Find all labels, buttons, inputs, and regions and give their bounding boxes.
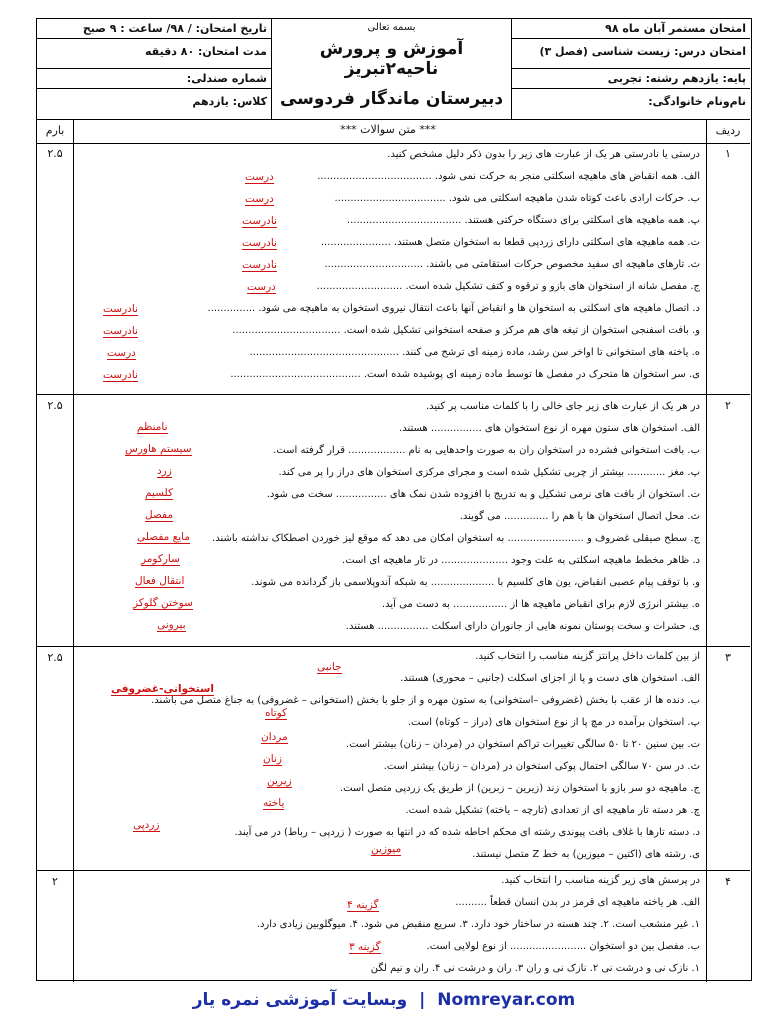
answer: سیستم هاورس (125, 443, 192, 455)
question-score: ۲.۵ (47, 399, 63, 412)
answer: نادرست (103, 369, 138, 381)
question-line: د. اتصال ماهیچه های اسکلتی به استخوان ها و انقباض آنها باعث انتقال نیروی استخوان به ماهیچه می شود. ............... (207, 303, 700, 314)
answer: انتقال فعال (135, 575, 185, 587)
answer: زیرین (267, 775, 292, 787)
question-line: ی. رشته های (اکتین – میوزین) به خط Z متصل نیستند. (472, 849, 700, 860)
answer: درست (247, 281, 276, 293)
answer: نادرست (242, 237, 277, 249)
answer: زردپی (133, 819, 160, 831)
question-score: ۲.۵ (47, 147, 63, 160)
footer-label: وبسایت آموزشی نمره یار (192, 990, 408, 1010)
question-line: ت. بین سنین ۲۰ تا ۵۰ سالگی تغییرات تراکم استخوان در (مردان – زنان) بیشتر است. (345, 739, 700, 750)
question-number: ۴ (725, 875, 731, 888)
question-line: ت. استخوان از بافت های نرمی تشکیل و به تدریج با افزوده شدن نمک های ................ سخت می شود. (266, 489, 700, 500)
answer: جانبی (317, 661, 342, 673)
question-score: ۲ (52, 875, 58, 888)
question-line: ب. دنده ها از عقب با بخش (غضروفی –استخوانی) به ستون مهره و از جلو با بخش (استخوانی – غضروفی) به جناغ متصل می باشند. (151, 695, 700, 706)
question-line: ب. مفصل بین دو استخوان ........................ از نوع لولایی است. (426, 941, 700, 952)
question-1 (37, 143, 750, 395)
question-line: ه. یاخته های استخوانی تا اواخر سن رشد، ماده زمینه ای ترشح می کنند. ............................................... (249, 347, 700, 358)
question-line: ی. حشرات و سخت پوستان نمونه هایی از جانوران دارای اسکلت ................ هستند. (345, 621, 700, 632)
question-line: و. با توقف پیام عصبی انقباض، یون های کلسیم با .................... به شبکه آندوپلاسمی باز گردانده می شوند. (251, 577, 700, 588)
question-line: الف. استخوان های ستون مهره از نوع استخوان های ................ هستند. (399, 423, 700, 434)
answer: مایع مفصلی (137, 531, 190, 543)
answer: مردان (261, 731, 288, 743)
site-footer (0, 990, 768, 1010)
question-line: الف. استخوان های دست و پا از اجزای اسکلت (جانبی – محوری) هستند. (400, 673, 700, 684)
answer: گزینه ۴ (347, 899, 379, 911)
question-line: پ. استخوان برآمده در مچ پا از نوع استخوان های (دراز – کوتاه) است. (407, 717, 700, 728)
question-line: ث. در سن ۷۰ سالگی احتمال پوکی استخوان در (مردان – زنان) بیشتر است. (383, 761, 700, 772)
grade-field: پایه: یازدهم رشته: تجربی (512, 69, 750, 89)
question-line: و. بافت اسفنجی استخوان از تیغه های هم مرکز و صفحه استخوانی تشکیل شده است. .................................. (232, 325, 700, 336)
question-number: ۳ (725, 651, 731, 664)
question-line: ب. حرکات ارادی باعث کوتاه شدن ماهیچه اسکلتی می شود. ................................... (334, 193, 700, 204)
header-score: بارم (45, 124, 65, 137)
answer: نادرست (242, 215, 277, 227)
question-3 (37, 647, 750, 871)
answer: کلسیم (145, 487, 173, 499)
header-center-box (272, 19, 512, 119)
question-prompt: در پرسش های زیر گزینه مناسب را انتخاب کنید. (501, 875, 700, 886)
seat-number: شماره صندلی: (37, 69, 271, 89)
question-line: پ. همه ماهیچه های اسکلتی برای دستگاه حرکتی هستند. .................................... (346, 215, 700, 226)
question-prompt: از بین کلمات داخل پرانتز گزینه مناسب را انتخاب کنید. (475, 651, 700, 662)
student-name-field: نام‌ونام خانوادگی: (648, 95, 746, 108)
answer: استخوانی-غضروفی (111, 683, 214, 695)
basm-text: بسمه تعالی (367, 22, 416, 33)
exam-date: تاریخ امتحان: / ۹۸/ ساعت : ۹ صبح (37, 19, 271, 39)
answer: درست (245, 193, 274, 205)
header-right-box (512, 19, 750, 119)
question-line: چ. هر دسته تار ماهیچه ای از تعدادی (تارچه – یاخته) تشکیل شده است. (405, 805, 700, 816)
question-score: ۲.۵ (47, 651, 63, 664)
question-line: ث. محل اتصال استخوان ها با هم را .............. می گویند. (459, 511, 700, 522)
answer: نادرست (103, 303, 138, 315)
exam-title: امتحان مستمر آبان ماه ۹۸ (512, 19, 750, 39)
header-question-text: *** متن سوالات *** (340, 123, 436, 136)
footer-site[interactable]: Nomreyar.com (437, 990, 576, 1010)
answer: کوتاه (265, 707, 288, 719)
question-line: ث. تارهای ماهیچه ای سفید مخصوص حرکات استقامتی می باشند. ............................... (324, 259, 700, 270)
answer: درست (245, 171, 274, 183)
answer: یاخته (263, 797, 285, 809)
table-header (37, 119, 750, 144)
question-2 (37, 395, 750, 647)
answer: گزینه ۳ (349, 941, 381, 953)
answer: بیرونی (157, 619, 186, 631)
answer: سوختن گلوکز (133, 597, 193, 609)
footer-separator: | (419, 990, 426, 1010)
answer: سارکومر (141, 553, 180, 565)
school-name: دبیرستان ماندگار فردوسی (279, 89, 504, 109)
question-line: الف. هر یاخته ماهیچه ای قرمز در بدن انسان قطعاً .......... (455, 897, 700, 908)
answer: میوزین (371, 843, 402, 855)
question-line: د. دسته تارها با غلاف بافت پیوندی رشته ای محکم احاطه شده که در انتها به صورت ( زردپی – رباط) در می آیند. (234, 827, 700, 838)
question-line: ج. سطح صیقلی غضروف و ........................ به استخوان امکان می دهد که موقع لیز خوردن اصطکاک نداشته باشند. (212, 533, 700, 544)
question-prompt: در هر یک از عبارت های زیر جای خالی را با کلمات مناسب پر کنید. (425, 401, 700, 412)
question-line: ب. بافت استخوانی فشرده در استخوان ران به صورت واحدهایی به نام .................. قرار گرفته است. (273, 445, 700, 456)
question-line: ج. ماهیچه دو سر بازو با استخوان زند (زیرین – زبرین) از طریق یک زردپی متصل است. (339, 783, 700, 794)
exam-header (37, 19, 750, 120)
class-label: کلاس: یازدهم (192, 95, 267, 108)
question-options: ۱. غیر منشعب است. ۲. چند هسته در ساختار خود دارد. ۳. سریع منقبض می شود. ۴. میوگلوبین زیادی دارد. (256, 919, 700, 930)
answer: زرد (157, 465, 172, 477)
exam-sheet (36, 18, 752, 981)
header-row-number: ردیف (715, 124, 741, 137)
question-line: الف. همه انقباض های ماهیچه اسکلتی منجر به حرکت نمی شود. .................................... (317, 171, 700, 182)
answer: زنان (263, 753, 282, 765)
question-line: ی. سر استخوان ها متحرک در مفصل ها توسط ماده زمینه ای پوشیده شده است. ......................................... (230, 369, 700, 380)
question-4 (37, 871, 750, 982)
question-number: ۱ (725, 147, 731, 160)
answer: درست (107, 347, 136, 359)
question-line: ج. مفصل شانه از استخوان های بازو و ترقوه و کتف تشکیل شده است. ........................... (316, 281, 700, 292)
question-options: ۱. نازک نی و درشت نی ۲. نازک نی و ران ۳. ران و درشت نی ۴. ران و نیم لگن (370, 963, 700, 974)
question-line: ت. همه ماهیچه های اسکلتی دارای زردپی قطعا به استخوان متصل هستند. ...................... (320, 237, 700, 248)
exam-duration: مدت امتحان: ۸۰ دقیقه (37, 39, 271, 69)
question-line: پ. مغز ............ بیشتر از چربی تشکیل شده است و مجرای مرکزی استخوان های دراز را پر می کند. (278, 467, 700, 478)
answer: مفصل (145, 509, 173, 521)
question-prompt: درستی یا نادرستی هر یک از عبارت های زیر را بدون ذکر دلیل مشخص کنید. (387, 149, 700, 160)
course-name: امتحان درس: زیست شناسی (فصل ۳) (512, 39, 750, 69)
answer: نادرست (103, 325, 138, 337)
answer: نامنظم (137, 421, 168, 433)
question-number: ۲ (725, 399, 731, 412)
answer: نادرست (242, 259, 277, 271)
question-line: ه. بیشتر انرژی لازم برای انقباض ماهیچه ها از ................. به دست می آید. (381, 599, 700, 610)
header-left-box (37, 19, 272, 119)
org-name: آموزش و پرورش ناحیه۲تبریز (319, 39, 464, 79)
question-line: د. ظاهر مخطط ماهیچه اسکلتی به علت وجود ..................... در تار ماهیچه ای است. (342, 555, 700, 566)
